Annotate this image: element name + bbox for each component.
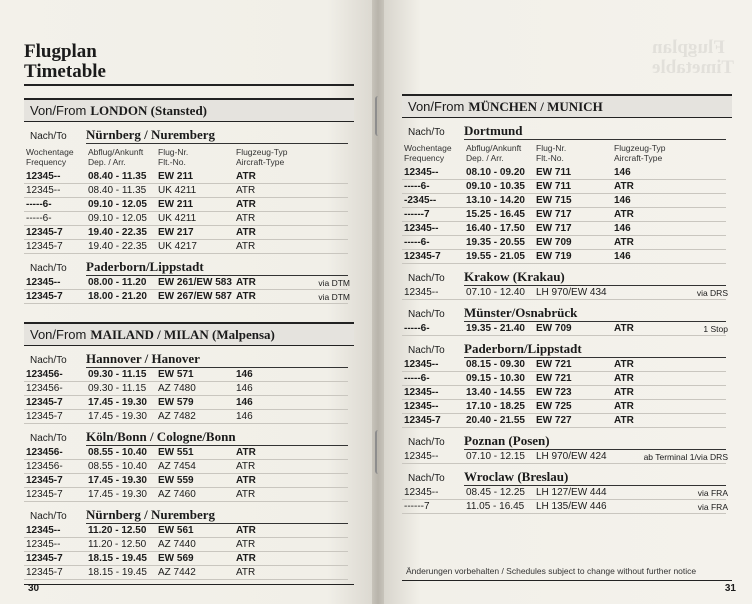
to-label: Nach/To — [408, 473, 445, 484]
dep-arr-time: 08.45 - 12.25 — [466, 487, 525, 498]
row-divider — [402, 427, 726, 428]
dep-arr-time: 19.40 - 22.35 — [88, 241, 147, 252]
dep-arr-time: 08.40 - 11.35 — [88, 171, 147, 182]
aircraft-type: ATR — [236, 185, 256, 196]
aircraft-type: ATR — [614, 373, 634, 384]
section-header — [402, 94, 732, 118]
route-note: ab Terminal 1/via DRS — [643, 452, 728, 462]
dep-arr-time: 17.45 - 19.30 — [88, 489, 147, 500]
row-divider — [402, 463, 726, 464]
flight-number: EW 261/EW 583 — [158, 277, 232, 288]
column-header: Abflug/Ankunft Dep. / Arr. — [466, 143, 522, 163]
route-note: via DTM — [318, 292, 350, 302]
frequency: 12345-- — [26, 277, 61, 288]
aircraft-type: ATR — [236, 553, 256, 564]
dep-arr-time: 19.35 - 20.55 — [466, 237, 525, 248]
to-label: Nach/To — [30, 263, 67, 274]
frequency: 12345-- — [404, 359, 439, 370]
frequency: 12345-- — [404, 387, 439, 398]
aircraft-type: 146 — [236, 369, 253, 380]
frequency: 123456- — [26, 461, 63, 472]
flight-number: EW 569 — [158, 553, 194, 564]
column-header: Flug-Nr. Flt.-No. — [536, 143, 567, 163]
section-header — [24, 98, 354, 122]
dep-arr-time: 09.30 - 11.15 — [88, 369, 147, 380]
row-divider — [24, 579, 348, 580]
dep-arr-time: 07.10 - 12.15 — [466, 451, 525, 462]
dep-arr-time: 09.30 - 11.15 — [88, 383, 147, 394]
dep-arr-time: 09.10 - 12.05 — [88, 199, 147, 210]
flight-row — [402, 166, 732, 180]
from-label: Von/From — [30, 103, 87, 118]
dep-arr-time: 11.05 - 16.45 — [466, 501, 525, 512]
frequency: -----6- — [26, 213, 52, 224]
flight-row — [402, 386, 732, 400]
flight-row — [402, 322, 732, 336]
page-number: 30 — [28, 583, 40, 594]
flight-row — [402, 194, 732, 208]
route-section — [24, 322, 354, 580]
flight-number: EW 717 — [536, 209, 572, 220]
dep-arr-time: 09.10 - 10.35 — [466, 181, 525, 192]
flight-number: UK 4211 — [158, 185, 197, 196]
frequency: 12345-7 — [26, 489, 63, 500]
aircraft-type: 146 — [614, 195, 631, 206]
from-label: Von/From — [30, 327, 87, 342]
flight-row — [24, 566, 354, 580]
flight-number: EW 561 — [158, 525, 194, 536]
flight-number: AZ 7440 — [158, 539, 196, 550]
destination-header — [402, 432, 732, 450]
route-section — [24, 98, 354, 304]
row-divider — [24, 303, 348, 304]
flight-number: EW 709 — [536, 237, 572, 248]
column-header: Flugzeug-Typ Aircraft-Type — [614, 143, 666, 163]
row-divider — [402, 299, 726, 300]
aircraft-type: ATR — [236, 277, 256, 288]
flight-row — [402, 208, 732, 222]
dep-arr-time: 16.40 - 17.50 — [466, 223, 525, 234]
frequency: ------7 — [404, 501, 430, 512]
aircraft-type: ATR — [614, 237, 634, 248]
dep-arr-time: 18.15 - 19.45 — [88, 553, 147, 564]
row-divider — [402, 513, 726, 514]
dep-arr-time: 13.40 - 14.55 — [466, 387, 525, 398]
staple — [375, 430, 384, 474]
title-line-de: Flugplan — [24, 41, 97, 62]
flight-row — [24, 474, 354, 488]
frequency: -----6- — [404, 237, 430, 248]
column-headers — [402, 140, 732, 166]
destination-name: Poznan (Posen) — [464, 433, 550, 448]
flight-number: EW 717 — [536, 223, 572, 234]
to-label: Nach/To — [30, 131, 67, 142]
frequency: 12345-- — [26, 525, 61, 536]
to-label: Nach/To — [30, 355, 67, 366]
dep-arr-time: 11.20 - 12.50 — [88, 525, 147, 536]
row-divider — [24, 253, 348, 254]
frequency: 12345-7 — [26, 241, 63, 252]
route-note: 1 Stop — [703, 324, 728, 334]
show-through-title: Flugplan Timetable — [652, 37, 734, 78]
flight-row — [24, 226, 354, 240]
to-label: Nach/To — [408, 309, 445, 320]
dep-arr-time: 08.00 - 11.20 — [88, 277, 147, 288]
flight-row — [24, 488, 354, 502]
flight-number: EW 725 — [536, 401, 572, 412]
flight-number: EW 579 — [158, 397, 194, 408]
flight-row — [402, 180, 732, 194]
flight-number: EW 211 — [158, 199, 194, 210]
row-divider — [24, 501, 348, 502]
flight-number: LH 135/EW 446 — [536, 501, 607, 512]
frequency: -----6- — [404, 373, 430, 384]
dep-arr-time: 08.55 - 10.40 — [88, 447, 147, 458]
flight-row — [24, 212, 354, 226]
route-note: via DTM — [318, 278, 350, 288]
frequency: -----6- — [404, 181, 430, 192]
route-section — [402, 94, 732, 514]
staple — [375, 96, 384, 136]
flight-row — [24, 198, 354, 212]
flight-row — [402, 286, 732, 300]
aircraft-type: 146 — [614, 223, 631, 234]
flight-number: AZ 7454 — [158, 461, 196, 472]
destination-header — [24, 506, 354, 524]
dep-arr-time: 18.00 - 21.20 — [88, 291, 147, 302]
flight-row — [402, 450, 732, 464]
row-divider — [402, 335, 726, 336]
aircraft-type: ATR — [614, 359, 634, 370]
aircraft-type: ATR — [236, 539, 256, 550]
aircraft-type: ATR — [614, 181, 634, 192]
page-number: 31 — [724, 583, 736, 594]
flight-row — [402, 500, 732, 514]
destination-name: Paderborn/Lippstadt — [464, 341, 582, 356]
frequency: 123456- — [26, 383, 63, 394]
flight-row — [402, 236, 732, 250]
flight-number: UK 4211 — [158, 213, 197, 224]
left-page — [0, 0, 372, 604]
frequency: 12345-7 — [404, 415, 441, 426]
flight-row — [402, 414, 732, 428]
flight-number: EW 721 — [536, 359, 572, 370]
frequency: 12345-- — [404, 451, 439, 462]
flight-number: LH 127/EW 444 — [536, 487, 607, 498]
dep-arr-time: 17.45 - 19.30 — [88, 475, 147, 486]
destination-header — [24, 258, 354, 276]
column-header: Wochentage Frequency — [404, 143, 452, 163]
destination-header — [402, 268, 732, 286]
flight-number: EW 211 — [158, 171, 194, 182]
flight-row — [24, 368, 354, 382]
frequency: 12345-- — [404, 167, 439, 178]
frequency: 12345-7 — [404, 251, 441, 262]
frequency: 12345-7 — [26, 291, 63, 302]
frequency: 12345-7 — [26, 397, 63, 408]
destination-header — [402, 340, 732, 358]
to-label: Nach/To — [30, 433, 67, 444]
destination-header — [24, 428, 354, 446]
dep-arr-time: 17.45 - 19.30 — [88, 397, 147, 408]
aircraft-type: 146 — [236, 383, 253, 394]
aircraft-type: ATR — [614, 401, 634, 412]
frequency: 12345-- — [404, 287, 439, 298]
aircraft-type: 146 — [614, 167, 631, 178]
flight-row — [24, 290, 354, 304]
frequency: 123456- — [26, 447, 63, 458]
flight-row — [24, 184, 354, 198]
aircraft-type: ATR — [236, 199, 256, 210]
aircraft-type: ATR — [614, 387, 634, 398]
aircraft-type: ATR — [236, 291, 256, 302]
flight-row — [24, 170, 354, 184]
flight-row — [402, 222, 732, 236]
column-header: Wochentage Frequency — [26, 147, 74, 167]
aircraft-type: ATR — [236, 171, 256, 182]
flight-number: AZ 7442 — [158, 567, 196, 578]
flight-number: UK 4217 — [158, 241, 197, 252]
from-city: LONDON (Stansted) — [90, 102, 208, 118]
dep-arr-time: 09.10 - 12.05 — [88, 213, 147, 224]
destination-name: Nürnberg / Nuremberg — [86, 127, 216, 142]
dep-arr-time: 13.10 - 14.20 — [466, 195, 525, 206]
frequency: ------7 — [404, 209, 430, 220]
dep-arr-time: 18.15 - 19.45 — [88, 567, 147, 578]
route-note: via FRA — [697, 502, 728, 512]
dep-arr-time: 19.35 - 21.40 — [466, 323, 525, 334]
flight-row — [402, 250, 732, 264]
flight-number: EW 711 — [536, 167, 572, 178]
flight-row — [24, 538, 354, 552]
frequency: 123456- — [26, 369, 63, 380]
aircraft-type: ATR — [236, 475, 256, 486]
bottom-rule — [402, 580, 732, 581]
dep-arr-time: 20.40 - 21.55 — [466, 415, 525, 426]
destination-name: Köln/Bonn / Cologne/Bonn — [86, 429, 236, 444]
destination-header — [24, 126, 354, 144]
flight-row — [24, 396, 354, 410]
dep-arr-time: 08.55 - 10.40 — [88, 461, 147, 472]
section-header — [24, 322, 354, 346]
flight-number: EW 571 — [158, 369, 194, 380]
frequency: 12345-- — [404, 487, 439, 498]
right-page — [384, 0, 752, 604]
flight-number: EW 267/EW 587 — [158, 291, 232, 302]
to-label: Nach/To — [30, 511, 67, 522]
page-title — [24, 42, 106, 82]
flight-number: EW 721 — [536, 373, 572, 384]
destination-name: Krakow (Krakau) — [464, 269, 565, 284]
dep-arr-time: 15.25 - 16.45 — [466, 209, 525, 220]
route-note: via FRA — [697, 488, 728, 498]
column-headers — [24, 144, 354, 170]
flight-row — [24, 552, 354, 566]
destination-name: Wroclaw (Breslau) — [464, 469, 569, 484]
dep-arr-time: 08.40 - 11.35 — [88, 185, 147, 196]
aircraft-type: ATR — [236, 567, 256, 578]
frequency: 12345-7 — [26, 567, 63, 578]
destination-name: Münster/Osnabrück — [464, 305, 578, 320]
frequency: 12345-- — [26, 539, 61, 550]
flight-row — [24, 524, 354, 538]
column-header: Flugzeug-Typ Aircraft-Type — [236, 147, 288, 167]
destination-header — [24, 350, 354, 368]
frequency: 12345-- — [404, 401, 439, 412]
dep-arr-time: 19.55 - 21.05 — [466, 251, 525, 262]
aircraft-type: ATR — [614, 323, 634, 334]
destination-header — [402, 468, 732, 486]
to-label: Nach/To — [408, 345, 445, 356]
bottom-rule — [24, 584, 354, 585]
frequency: 12345-- — [26, 185, 61, 196]
to-label: Nach/To — [408, 437, 445, 448]
frequency: 12345-7 — [26, 553, 63, 564]
flight-number: AZ 7460 — [158, 489, 196, 500]
row-divider — [24, 423, 348, 424]
flight-number: EW 723 — [536, 387, 572, 398]
flight-row — [24, 446, 354, 460]
title-line-en: Timetable — [24, 61, 106, 82]
aircraft-type: 146 — [236, 397, 253, 408]
aircraft-type: 146 — [614, 251, 631, 262]
to-label: Nach/To — [408, 127, 445, 138]
frequency: 12345-7 — [26, 227, 63, 238]
frequency: 12345-- — [26, 171, 61, 182]
dep-arr-time: 08.10 - 09.20 — [466, 167, 525, 178]
dep-arr-time: 11.20 - 12.50 — [88, 539, 147, 550]
route-note: via DRS — [696, 288, 728, 298]
to-label: Nach/To — [408, 273, 445, 284]
flight-row — [402, 358, 732, 372]
aircraft-type: ATR — [236, 461, 256, 472]
footnote: Änderungen vorbehalten / Schedules subject to change without further notice — [406, 566, 697, 576]
flight-row — [402, 400, 732, 414]
destination-name: Hannover / Hanover — [86, 351, 200, 366]
destination-header — [402, 304, 732, 322]
dep-arr-time: 17.10 - 18.25 — [466, 401, 525, 412]
aircraft-type: ATR — [236, 489, 256, 500]
frequency: -----6- — [404, 323, 430, 334]
flight-number: AZ 7480 — [158, 383, 196, 394]
aircraft-type: ATR — [236, 525, 256, 536]
frequency: 12345-- — [404, 223, 439, 234]
flight-number: LH 970/EW 434 — [536, 287, 607, 298]
dep-arr-time: 09.15 - 10.30 — [466, 373, 525, 384]
frequency: -2345-- — [404, 195, 437, 206]
flight-number: EW 217 — [158, 227, 194, 238]
flight-number: AZ 7482 — [158, 411, 196, 422]
flight-number: LH 970/EW 424 — [536, 451, 607, 462]
dep-arr-time: 07.10 - 12.40 — [466, 287, 525, 298]
flight-number: EW 559 — [158, 475, 194, 486]
flight-number: EW 711 — [536, 181, 572, 192]
aircraft-type: ATR — [614, 415, 634, 426]
flight-row — [24, 240, 354, 254]
destination-header — [402, 122, 732, 140]
flight-row — [24, 410, 354, 424]
flight-number: EW 709 — [536, 323, 572, 334]
dep-arr-time: 17.45 - 19.30 — [88, 411, 147, 422]
row-divider — [402, 263, 726, 264]
column-header: Abflug/Ankunft Dep. / Arr. — [88, 147, 144, 167]
flight-row — [402, 486, 732, 500]
destination-name: Paderborn/Lippstadt — [86, 259, 204, 274]
aircraft-type: ATR — [236, 447, 256, 458]
flight-number: EW 719 — [536, 251, 572, 262]
frequency: 12345-7 — [26, 475, 63, 486]
title-rule — [24, 84, 354, 86]
from-city: MÜNCHEN / MUNICH — [468, 98, 603, 114]
aircraft-type: 146 — [236, 411, 253, 422]
flight-number: EW 551 — [158, 447, 194, 458]
flight-number: EW 715 — [536, 195, 572, 206]
frequency: 12345-7 — [26, 411, 63, 422]
destination-name: Nürnberg / Nuremberg — [86, 507, 216, 522]
column-header: Flug-Nr. Flt.-No. — [158, 147, 189, 167]
dep-arr-time: 08.15 - 09.30 — [466, 359, 525, 370]
aircraft-type: ATR — [236, 213, 256, 224]
destination-name: Dortmund — [464, 123, 523, 138]
aircraft-type: ATR — [236, 227, 256, 238]
flight-row — [24, 276, 354, 290]
from-label: Von/From — [408, 99, 465, 114]
frequency: -----6- — [26, 199, 52, 210]
aircraft-type: ATR — [236, 241, 256, 252]
flight-number: EW 727 — [536, 415, 572, 426]
flight-row — [24, 460, 354, 474]
aircraft-type: ATR — [614, 209, 634, 220]
flight-row — [402, 372, 732, 386]
from-city: MAILAND / MILAN (Malpensa) — [90, 326, 275, 342]
dep-arr-time: 19.40 - 22.35 — [88, 227, 147, 238]
flight-row — [24, 382, 354, 396]
